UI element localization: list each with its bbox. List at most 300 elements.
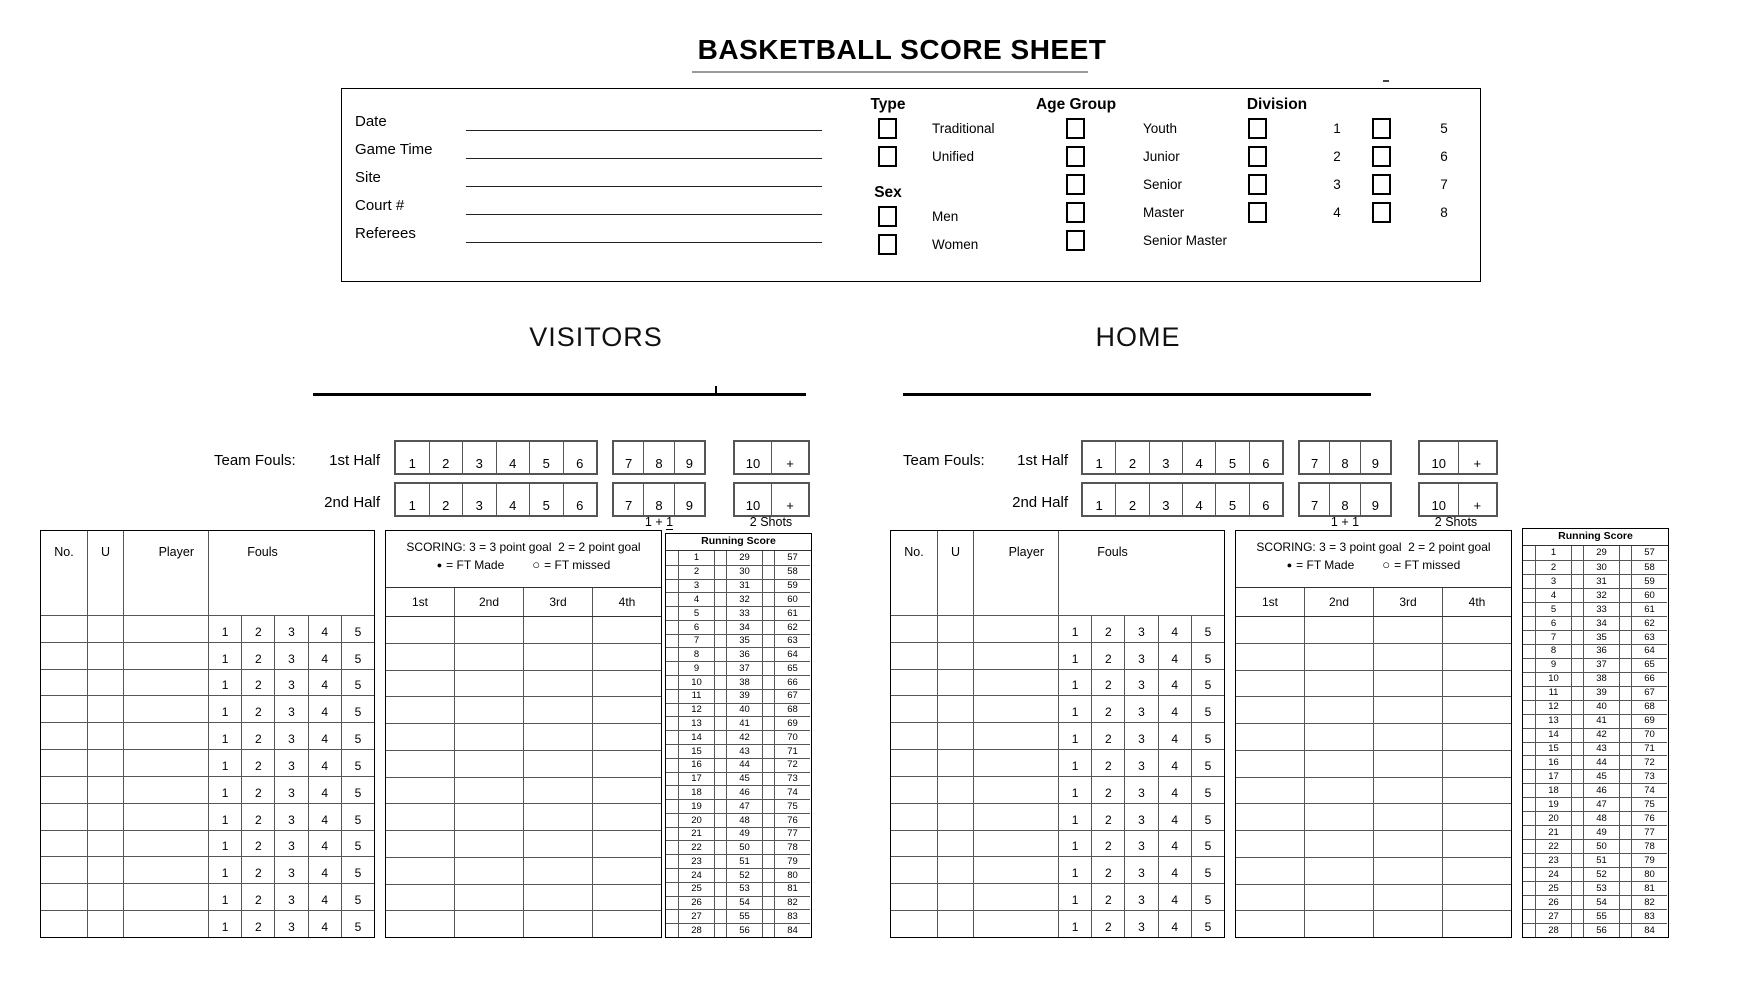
running-mark-cell[interactable]	[762, 827, 774, 841]
foul-cell-1[interactable]: 1	[208, 723, 241, 749]
team-foul-cell-2[interactable]: 2	[429, 484, 463, 515]
foul-cell-2[interactable]: 2	[1091, 696, 1124, 722]
team-foul-cell-4[interactable]: 4	[1182, 442, 1215, 473]
player-no-cell[interactable]	[41, 777, 87, 803]
running-mark-cell[interactable]	[1523, 923, 1535, 937]
running-mark-cell[interactable]	[1523, 909, 1535, 923]
scoring-cell-4th[interactable]	[1442, 671, 1511, 697]
foul-cell-4[interactable]: 4	[308, 911, 341, 937]
team-name-line[interactable]	[313, 393, 806, 396]
running-number-cell[interactable]: 26	[1535, 895, 1571, 909]
running-mark-cell[interactable]	[1619, 742, 1631, 756]
running-number-cell[interactable]: 78	[774, 840, 810, 854]
foul-cell-1[interactable]: 1	[1058, 857, 1091, 883]
running-number-cell[interactable]: 69	[774, 716, 810, 730]
running-mark-cell[interactable]	[762, 579, 774, 593]
foul-cell-1[interactable]: 1	[1058, 804, 1091, 830]
running-mark-cell[interactable]	[1523, 714, 1535, 728]
running-number-cell[interactable]: 6	[678, 620, 714, 634]
running-mark-cell[interactable]	[714, 909, 726, 923]
running-number-cell[interactable]: 37	[726, 661, 762, 675]
scoring-cell-3rd[interactable]	[523, 831, 592, 857]
running-number-cell[interactable]: 1	[1535, 546, 1571, 560]
running-number-cell[interactable]: 63	[1631, 630, 1667, 644]
player-name-cell[interactable]	[973, 911, 1058, 937]
player-name-cell[interactable]	[973, 643, 1058, 669]
running-mark-cell[interactable]	[666, 661, 678, 675]
running-mark-cell[interactable]	[666, 579, 678, 593]
running-mark-cell[interactable]	[714, 840, 726, 854]
scoring-cell-1st[interactable]	[386, 751, 454, 777]
running-number-cell[interactable]: 82	[1631, 895, 1667, 909]
running-mark-cell[interactable]	[1619, 839, 1631, 853]
player-no-cell[interactable]	[891, 643, 937, 669]
foul-cell-3[interactable]: 3	[274, 884, 307, 910]
running-mark-cell[interactable]	[714, 606, 726, 620]
running-mark-cell[interactable]	[666, 882, 678, 896]
running-number-cell[interactable]: 68	[1631, 700, 1667, 714]
running-mark-cell[interactable]	[666, 675, 678, 689]
running-number-cell[interactable]: 59	[1631, 574, 1667, 588]
running-mark-cell[interactable]	[1523, 588, 1535, 602]
running-number-cell[interactable]: 66	[1631, 672, 1667, 686]
foul-cell-2[interactable]: 2	[241, 831, 274, 857]
scoring-cell-4th[interactable]	[592, 804, 661, 830]
foul-cell-4[interactable]: 4	[1158, 643, 1191, 669]
foul-cell-3[interactable]: 3	[274, 831, 307, 857]
player-no-cell[interactable]	[891, 750, 937, 776]
running-mark-cell[interactable]	[1571, 630, 1583, 644]
scoring-cell-1st[interactable]	[386, 911, 454, 937]
running-number-cell[interactable]: 17	[678, 772, 714, 786]
scoring-cell-4th[interactable]	[1442, 617, 1511, 643]
running-number-cell[interactable]: 75	[1631, 797, 1667, 811]
running-mark-cell[interactable]	[1571, 783, 1583, 797]
player-u-cell[interactable]	[937, 616, 973, 642]
player-name-cell[interactable]	[123, 670, 208, 696]
scoring-cell-1st[interactable]	[1236, 831, 1304, 857]
foul-cell-5[interactable]: 5	[341, 670, 374, 696]
running-mark-cell[interactable]	[1619, 644, 1631, 658]
running-number-cell[interactable]: 40	[1583, 700, 1619, 714]
scoring-cell-3rd[interactable]	[523, 804, 592, 830]
foul-cell-5[interactable]: 5	[341, 696, 374, 722]
running-number-cell[interactable]: 3	[1535, 574, 1571, 588]
scoring-cell-1st[interactable]	[386, 697, 454, 723]
running-mark-cell[interactable]	[762, 592, 774, 606]
running-mark-cell[interactable]	[1571, 546, 1583, 560]
foul-cell-1[interactable]: 1	[208, 643, 241, 669]
running-mark-cell[interactable]	[1523, 797, 1535, 811]
running-number-cell[interactable]: 52	[726, 868, 762, 882]
scoring-cell-1st[interactable]	[386, 617, 454, 643]
foul-cell-4[interactable]: 4	[308, 696, 341, 722]
running-number-cell[interactable]: 45	[726, 772, 762, 786]
running-number-cell[interactable]: 81	[774, 882, 810, 896]
running-number-cell[interactable]: 9	[1535, 658, 1571, 672]
player-no-cell[interactable]	[41, 723, 87, 749]
running-number-cell[interactable]: 75	[774, 799, 810, 813]
running-mark-cell[interactable]	[1571, 811, 1583, 825]
running-mark-cell[interactable]	[762, 606, 774, 620]
foul-cell-4[interactable]: 4	[308, 750, 341, 776]
running-number-cell[interactable]: 50	[726, 840, 762, 854]
scoring-cell-4th[interactable]	[592, 644, 661, 670]
foul-cell-5[interactable]: 5	[1191, 616, 1224, 642]
scoring-cell-2nd[interactable]	[454, 858, 523, 884]
player-no-cell[interactable]	[891, 777, 937, 803]
team-foul-cell-10[interactable]: 10	[745, 498, 761, 513]
running-number-cell[interactable]: 34	[1583, 616, 1619, 630]
team-foul-cell-2[interactable]: 2	[429, 442, 463, 473]
running-mark-cell[interactable]	[1619, 672, 1631, 686]
scoring-cell-2nd[interactable]	[1304, 751, 1373, 777]
foul-cell-2[interactable]: 2	[1091, 643, 1124, 669]
foul-cell-5[interactable]: 5	[341, 804, 374, 830]
running-mark-cell[interactable]	[762, 634, 774, 648]
running-mark-cell[interactable]	[714, 565, 726, 579]
foul-cell-5[interactable]: 5	[341, 777, 374, 803]
player-u-cell[interactable]	[937, 884, 973, 910]
running-number-cell[interactable]: 49	[726, 827, 762, 841]
running-mark-cell[interactable]	[666, 689, 678, 703]
running-number-cell[interactable]: 79	[1631, 853, 1667, 867]
player-u-cell[interactable]	[937, 777, 973, 803]
running-number-cell[interactable]: 6	[1535, 616, 1571, 630]
team-foul-cell-8[interactable]: 8	[643, 442, 673, 473]
running-mark-cell[interactable]	[1571, 853, 1583, 867]
scoring-cell-4th[interactable]	[592, 617, 661, 643]
foul-cell-1[interactable]: 1	[208, 804, 241, 830]
player-no-cell[interactable]	[41, 696, 87, 722]
running-mark-cell[interactable]	[762, 772, 774, 786]
running-number-cell[interactable]: 10	[1535, 672, 1571, 686]
foul-cell-2[interactable]: 2	[1091, 911, 1124, 937]
running-mark-cell[interactable]	[762, 868, 774, 882]
foul-cell-5[interactable]: 5	[341, 750, 374, 776]
player-no-cell[interactable]	[41, 911, 87, 937]
running-number-cell[interactable]: 29	[1583, 546, 1619, 560]
running-mark-cell[interactable]	[1619, 658, 1631, 672]
scoring-cell-2nd[interactable]	[454, 617, 523, 643]
foul-cell-4[interactable]: 4	[1158, 723, 1191, 749]
scoring-cell-3rd[interactable]	[1373, 671, 1442, 697]
foul-cell-1[interactable]: 1	[208, 884, 241, 910]
scoring-cell-2nd[interactable]	[1304, 885, 1373, 911]
running-number-cell[interactable]: 71	[1631, 742, 1667, 756]
scoring-cell-1st[interactable]	[386, 644, 454, 670]
scoring-cell-2nd[interactable]	[454, 671, 523, 697]
running-mark-cell[interactable]	[762, 758, 774, 772]
running-mark-cell[interactable]	[762, 799, 774, 813]
running-number-cell[interactable]: 55	[1583, 909, 1619, 923]
player-no-cell[interactable]	[41, 831, 87, 857]
scoring-cell-4th[interactable]	[1442, 724, 1511, 750]
scoring-cell-3rd[interactable]	[523, 697, 592, 723]
team-foul-cell-3[interactable]: 3	[462, 442, 496, 473]
player-u-cell[interactable]	[87, 884, 123, 910]
running-number-cell[interactable]: 41	[1583, 714, 1619, 728]
scoring-cell-3rd[interactable]	[523, 885, 592, 911]
running-mark-cell[interactable]	[666, 868, 678, 882]
foul-cell-4[interactable]: 4	[1158, 857, 1191, 883]
scoring-cell-1st[interactable]	[1236, 697, 1304, 723]
team-foul-cell-5[interactable]: 5	[1215, 484, 1248, 515]
foul-cell-1[interactable]: 1	[1058, 884, 1091, 910]
running-mark-cell[interactable]	[1619, 755, 1631, 769]
running-number-cell[interactable]: 35	[1583, 630, 1619, 644]
running-number-cell[interactable]: 64	[1631, 644, 1667, 658]
running-number-cell[interactable]: 44	[1583, 755, 1619, 769]
foul-cell-1[interactable]: 1	[1058, 643, 1091, 669]
running-number-cell[interactable]: 20	[678, 813, 714, 827]
running-mark-cell[interactable]	[714, 620, 726, 634]
running-mark-cell[interactable]	[1523, 839, 1535, 853]
player-no-cell[interactable]	[891, 831, 937, 857]
foul-cell-3[interactable]: 3	[274, 857, 307, 883]
scoring-cell-1st[interactable]	[386, 671, 454, 697]
running-mark-cell[interactable]	[1523, 811, 1535, 825]
foul-cell-2[interactable]: 2	[241, 750, 274, 776]
foul-cell-2[interactable]: 2	[241, 643, 274, 669]
running-number-cell[interactable]: 25	[1535, 881, 1571, 895]
foul-cell-3[interactable]: 3	[1124, 723, 1157, 749]
foul-cell-3[interactable]: 3	[1124, 857, 1157, 883]
foul-cell-4[interactable]: 4	[308, 643, 341, 669]
foul-cell-3[interactable]: 3	[1124, 616, 1157, 642]
scoring-cell-2nd[interactable]	[454, 831, 523, 857]
women-checkbox[interactable]	[878, 234, 897, 255]
foul-cell-3[interactable]: 3	[1124, 911, 1157, 937]
running-number-cell[interactable]: 4	[678, 592, 714, 606]
scoring-cell-1st[interactable]	[1236, 804, 1304, 830]
running-number-cell[interactable]: 13	[678, 716, 714, 730]
foul-cell-1[interactable]: 1	[1058, 777, 1091, 803]
player-no-cell[interactable]	[891, 696, 937, 722]
running-mark-cell[interactable]	[1571, 895, 1583, 909]
team-foul-cell-+[interactable]: +	[1458, 484, 1497, 515]
running-number-cell[interactable]: 77	[774, 827, 810, 841]
running-number-cell[interactable]: 74	[1631, 783, 1667, 797]
running-mark-cell[interactable]	[1619, 630, 1631, 644]
foul-cell-5[interactable]: 5	[341, 831, 374, 857]
running-mark-cell[interactable]	[1619, 783, 1631, 797]
running-number-cell[interactable]: 68	[774, 703, 810, 717]
running-number-cell[interactable]: 61	[774, 606, 810, 620]
foul-cell-4[interactable]: 4	[1158, 777, 1191, 803]
scoring-cell-3rd[interactable]	[1373, 911, 1442, 937]
running-mark-cell[interactable]	[1619, 797, 1631, 811]
player-name-cell[interactable]	[123, 750, 208, 776]
foul-cell-5[interactable]: 5	[1191, 777, 1224, 803]
running-number-cell[interactable]: 65	[1631, 658, 1667, 672]
player-no-cell[interactable]	[891, 670, 937, 696]
foul-cell-3[interactable]: 3	[1124, 643, 1157, 669]
running-number-cell[interactable]: 15	[678, 744, 714, 758]
foul-cell-2[interactable]: 2	[241, 723, 274, 749]
running-number-cell[interactable]: 16	[678, 758, 714, 772]
player-name-cell[interactable]	[123, 857, 208, 883]
running-number-cell[interactable]: 48	[1583, 811, 1619, 825]
player-u-cell[interactable]	[937, 750, 973, 776]
foul-cell-4[interactable]: 4	[308, 804, 341, 830]
running-mark-cell[interactable]	[1523, 700, 1535, 714]
running-mark-cell[interactable]	[714, 813, 726, 827]
running-number-cell[interactable]: 23	[1535, 853, 1571, 867]
scoring-cell-2nd[interactable]	[454, 911, 523, 937]
scoring-cell-2nd[interactable]	[1304, 671, 1373, 697]
division-4-checkbox[interactable]	[1248, 202, 1267, 223]
foul-cell-1[interactable]: 1	[1058, 750, 1091, 776]
running-number-cell[interactable]: 38	[1583, 672, 1619, 686]
scoring-cell-3rd[interactable]	[523, 858, 592, 884]
running-mark-cell[interactable]	[1619, 686, 1631, 700]
unified-checkbox[interactable]	[878, 146, 897, 167]
scoring-cell-2nd[interactable]	[1304, 778, 1373, 804]
team-foul-cell-9[interactable]: 9	[1360, 442, 1390, 473]
scoring-cell-4th[interactable]	[1442, 831, 1511, 857]
player-name-cell[interactable]	[123, 643, 208, 669]
running-mark-cell[interactable]	[666, 840, 678, 854]
running-mark-cell[interactable]	[714, 868, 726, 882]
team-foul-cell-2[interactable]: 2	[1115, 484, 1148, 515]
running-number-cell[interactable]: 32	[726, 592, 762, 606]
running-mark-cell[interactable]	[1523, 644, 1535, 658]
division-1-checkbox[interactable]	[1248, 118, 1267, 139]
foul-cell-2[interactable]: 2	[1091, 616, 1124, 642]
running-mark-cell[interactable]	[666, 730, 678, 744]
running-number-cell[interactable]: 67	[1631, 686, 1667, 700]
running-number-cell[interactable]: 31	[726, 579, 762, 593]
foul-cell-3[interactable]: 3	[274, 616, 307, 642]
running-mark-cell[interactable]	[666, 565, 678, 579]
player-name-cell[interactable]	[123, 804, 208, 830]
running-number-cell[interactable]: 62	[1631, 616, 1667, 630]
scoring-cell-1st[interactable]	[386, 724, 454, 750]
running-number-cell[interactable]: 22	[1535, 839, 1571, 853]
running-mark-cell[interactable]	[1523, 881, 1535, 895]
scoring-cell-3rd[interactable]	[1373, 724, 1442, 750]
team-foul-cell-4[interactable]: 4	[1182, 484, 1215, 515]
running-number-cell[interactable]: 14	[678, 730, 714, 744]
player-u-cell[interactable]	[87, 670, 123, 696]
scoring-cell-2nd[interactable]	[454, 885, 523, 911]
player-name-cell[interactable]	[973, 750, 1058, 776]
team-foul-cell-6[interactable]: 6	[563, 484, 597, 515]
running-mark-cell[interactable]	[762, 785, 774, 799]
running-mark-cell[interactable]	[1523, 546, 1535, 560]
master-checkbox[interactable]	[1066, 202, 1085, 223]
running-mark-cell[interactable]	[1523, 867, 1535, 881]
division-6-checkbox[interactable]	[1372, 146, 1391, 167]
running-mark-cell[interactable]	[666, 923, 678, 937]
scoring-cell-4th[interactable]	[592, 885, 661, 911]
running-number-cell[interactable]: 29	[726, 551, 762, 565]
running-number-cell[interactable]: 14	[1535, 728, 1571, 742]
running-mark-cell[interactable]	[1619, 909, 1631, 923]
running-number-cell[interactable]: 3	[678, 579, 714, 593]
running-number-cell[interactable]: 2	[1535, 560, 1571, 574]
running-number-cell[interactable]: 41	[726, 716, 762, 730]
team-foul-cell-+[interactable]: +	[771, 484, 808, 515]
running-mark-cell[interactable]	[1571, 602, 1583, 616]
running-mark-cell[interactable]	[1571, 909, 1583, 923]
running-number-cell[interactable]: 13	[1535, 714, 1571, 728]
team-foul-cell-9[interactable]: 9	[1360, 484, 1390, 515]
running-number-cell[interactable]: 43	[1583, 742, 1619, 756]
running-number-cell[interactable]: 28	[1535, 923, 1571, 937]
foul-cell-1[interactable]: 1	[1058, 616, 1091, 642]
foul-cell-1[interactable]: 1	[208, 616, 241, 642]
foul-cell-2[interactable]: 2	[241, 696, 274, 722]
player-u-cell[interactable]	[87, 911, 123, 937]
running-mark-cell[interactable]	[762, 675, 774, 689]
running-number-cell[interactable]: 19	[1535, 797, 1571, 811]
foul-cell-4[interactable]: 4	[308, 857, 341, 883]
running-mark-cell[interactable]	[1571, 686, 1583, 700]
running-mark-cell[interactable]	[762, 620, 774, 634]
scoring-cell-4th[interactable]	[1442, 911, 1511, 937]
foul-cell-2[interactable]: 2	[241, 857, 274, 883]
running-number-cell[interactable]: 34	[726, 620, 762, 634]
team-foul-cell-3[interactable]: 3	[462, 484, 496, 515]
foul-cell-4[interactable]: 4	[1158, 670, 1191, 696]
running-number-cell[interactable]: 38	[726, 675, 762, 689]
running-number-cell[interactable]: 19	[678, 799, 714, 813]
running-number-cell[interactable]: 31	[1583, 574, 1619, 588]
scoring-cell-2nd[interactable]	[454, 644, 523, 670]
scoring-cell-3rd[interactable]	[1373, 617, 1442, 643]
running-number-cell[interactable]: 30	[1583, 560, 1619, 574]
running-mark-cell[interactable]	[1619, 714, 1631, 728]
scoring-cell-2nd[interactable]	[454, 804, 523, 830]
foul-cell-4[interactable]: 4	[308, 831, 341, 857]
team-foul-cell-3[interactable]: 3	[1149, 484, 1182, 515]
running-number-cell[interactable]: 11	[1535, 686, 1571, 700]
foul-cell-1[interactable]: 1	[1058, 723, 1091, 749]
running-number-cell[interactable]: 11	[678, 689, 714, 703]
scoring-cell-2nd[interactable]	[454, 751, 523, 777]
running-number-cell[interactable]: 48	[726, 813, 762, 827]
running-number-cell[interactable]: 84	[1631, 923, 1667, 937]
scoring-cell-3rd[interactable]	[1373, 858, 1442, 884]
scoring-cell-2nd[interactable]	[454, 778, 523, 804]
running-mark-cell[interactable]	[1523, 783, 1535, 797]
scoring-cell-3rd[interactable]	[1373, 804, 1442, 830]
running-mark-cell[interactable]	[666, 703, 678, 717]
scoring-cell-1st[interactable]	[1236, 617, 1304, 643]
team-foul-cell-+[interactable]: +	[771, 442, 808, 473]
running-number-cell[interactable]: 44	[726, 758, 762, 772]
player-no-cell[interactable]	[41, 884, 87, 910]
running-mark-cell[interactable]	[666, 799, 678, 813]
running-number-cell[interactable]: 53	[1583, 881, 1619, 895]
running-mark-cell[interactable]	[762, 565, 774, 579]
division-8-checkbox[interactable]	[1372, 202, 1391, 223]
foul-cell-5[interactable]: 5	[341, 723, 374, 749]
running-number-cell[interactable]: 79	[774, 854, 810, 868]
running-mark-cell[interactable]	[714, 661, 726, 675]
running-mark-cell[interactable]	[666, 606, 678, 620]
team-foul-cell-2[interactable]: 2	[1115, 442, 1148, 473]
running-number-cell[interactable]: 27	[678, 909, 714, 923]
scoring-cell-4th[interactable]	[592, 911, 661, 937]
scoring-cell-3rd[interactable]	[523, 778, 592, 804]
running-mark-cell[interactable]	[666, 647, 678, 661]
player-name-cell[interactable]	[973, 696, 1058, 722]
running-number-cell[interactable]: 74	[774, 785, 810, 799]
player-no-cell[interactable]	[891, 857, 937, 883]
